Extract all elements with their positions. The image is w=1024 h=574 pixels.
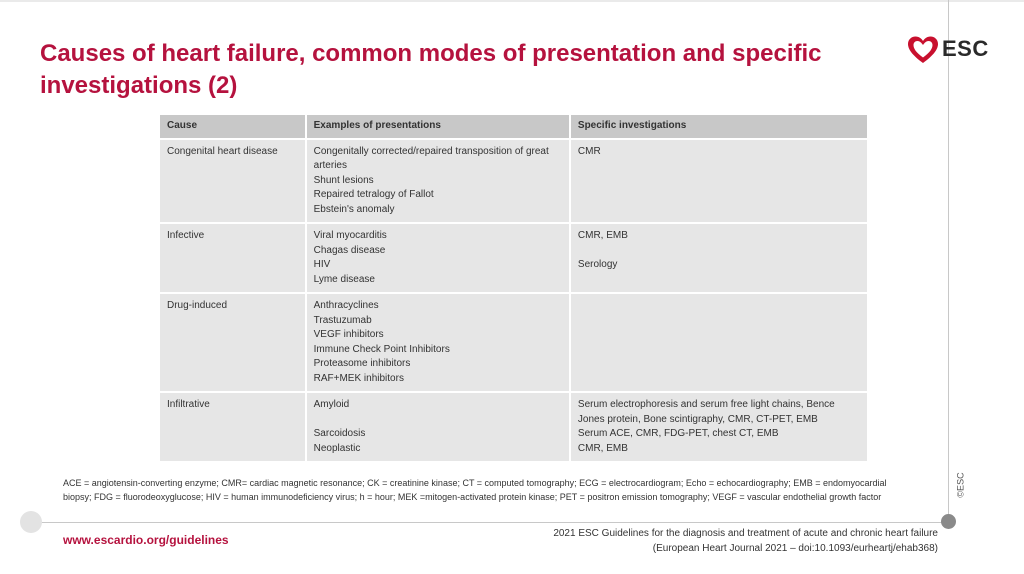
investigation-line: CMR, EMB <box>577 230 628 241</box>
abbreviations-footnote: ACE = angiotensin-converting enzyme; CMR= cardiac magnetic resonance; CK = creatinine kinase; CT = computed tomography; ECG = electrocardiogram; Echo = echocardiography; EMB = endomyocardial biopsy; FDG = fluorodeoxyglucose; HIV = human immunodeficiency virus; h = hour; MEK =mitogen-activated protein kinase; PET = positron emission tomography; VEGF = vascular endothelial growth factor <box>63 478 887 502</box>
investigations-cell <box>571 224 867 292</box>
example-line: Viral myocarditis <box>313 230 387 241</box>
example-line: VEGF inhibitors <box>313 329 384 340</box>
example-line: Sarcoidosis <box>313 428 366 439</box>
guidelines-link[interactable]: www.escardio.org/guidelines <box>63 533 229 547</box>
example-line: Neoplastic <box>313 442 361 454</box>
table-header-row <box>160 115 867 138</box>
header-examples: Examples of presentations <box>307 115 569 138</box>
reference-citation <box>520 526 938 556</box>
investigations-cell <box>571 393 867 461</box>
example-line: Shunt lesions <box>313 174 374 186</box>
cause-cell: Congenital heart disease <box>160 140 305 223</box>
example-line: Immune Check Point Inhibitors <box>313 343 450 355</box>
table-row <box>160 224 867 292</box>
table-row <box>160 393 867 461</box>
investigation-line: Serology <box>577 259 618 270</box>
example-line: Amyloid <box>313 399 350 410</box>
heart-failure-causes-table <box>158 113 869 463</box>
logo-text: ESC <box>942 36 989 61</box>
examples-cell <box>307 140 569 223</box>
spacer <box>578 244 860 259</box>
cause-cell: Infective <box>160 224 305 292</box>
example-line: Repaired tetralogy of Fallot <box>313 189 434 200</box>
top-edge <box>0 0 1024 2</box>
slide-title: Causes of heart failure, common modes of presentation and specific investigations (2) <box>40 40 822 99</box>
investigation-line: CMR, EMB <box>577 442 628 454</box>
reference-line-2: (European Heart Journal 2021 – doi:10.1093/eurheartj/ehab368) <box>652 543 938 554</box>
example-line: Proteasome inhibitors <box>313 358 411 369</box>
investigations-cell <box>571 294 867 391</box>
investigation-line: Serum electrophoresis and serum free light chains, Bence Jones protein, Bone scintigraphy, CMR, CT-PET, EMB <box>577 399 835 425</box>
investigation-line: CMR <box>577 145 601 157</box>
example-line: Congenitally corrected/repaired transposition of great arteries <box>313 145 549 171</box>
copyright-mark <box>956 472 974 502</box>
investigation-line: Serum ACE, CMR, FDG-PET, chest CT, EMB <box>577 428 779 439</box>
cause-cell: Infiltrative <box>160 393 305 461</box>
cause-cell: Drug-induced <box>160 294 305 391</box>
heart-logo-icon <box>906 34 940 66</box>
table-row <box>160 294 867 391</box>
example-line: Trastuzumab <box>313 314 372 326</box>
table-row <box>160 140 867 223</box>
examples-cell <box>307 294 569 391</box>
esc-logo <box>906 34 996 68</box>
frame-horizontal-line <box>30 522 950 523</box>
frame-dot-left <box>20 511 42 533</box>
example-line: Anthracyclines <box>313 300 379 311</box>
copyright-text: ©ESC <box>955 472 966 498</box>
reference-line-1: 2021 ESC Guidelines for the diagnosis and treatment of acute and chronic heart failure <box>553 528 938 539</box>
example-line: Chagas disease <box>313 244 386 256</box>
examples-cell <box>307 393 569 461</box>
header-investigations: Specific investigations <box>571 115 867 138</box>
frame-vertical-line <box>948 0 949 522</box>
example-line: HIV <box>313 259 331 270</box>
investigations-cell <box>571 140 867 223</box>
example-line: Lyme disease <box>313 273 375 285</box>
example-line: Ebstein's anomaly <box>313 203 395 215</box>
spacer <box>314 413 562 428</box>
frame-dot-right <box>941 514 956 529</box>
example-line: RAF+MEK inhibitors <box>313 372 404 384</box>
header-cause: Cause <box>160 115 305 138</box>
examples-cell <box>307 224 569 292</box>
